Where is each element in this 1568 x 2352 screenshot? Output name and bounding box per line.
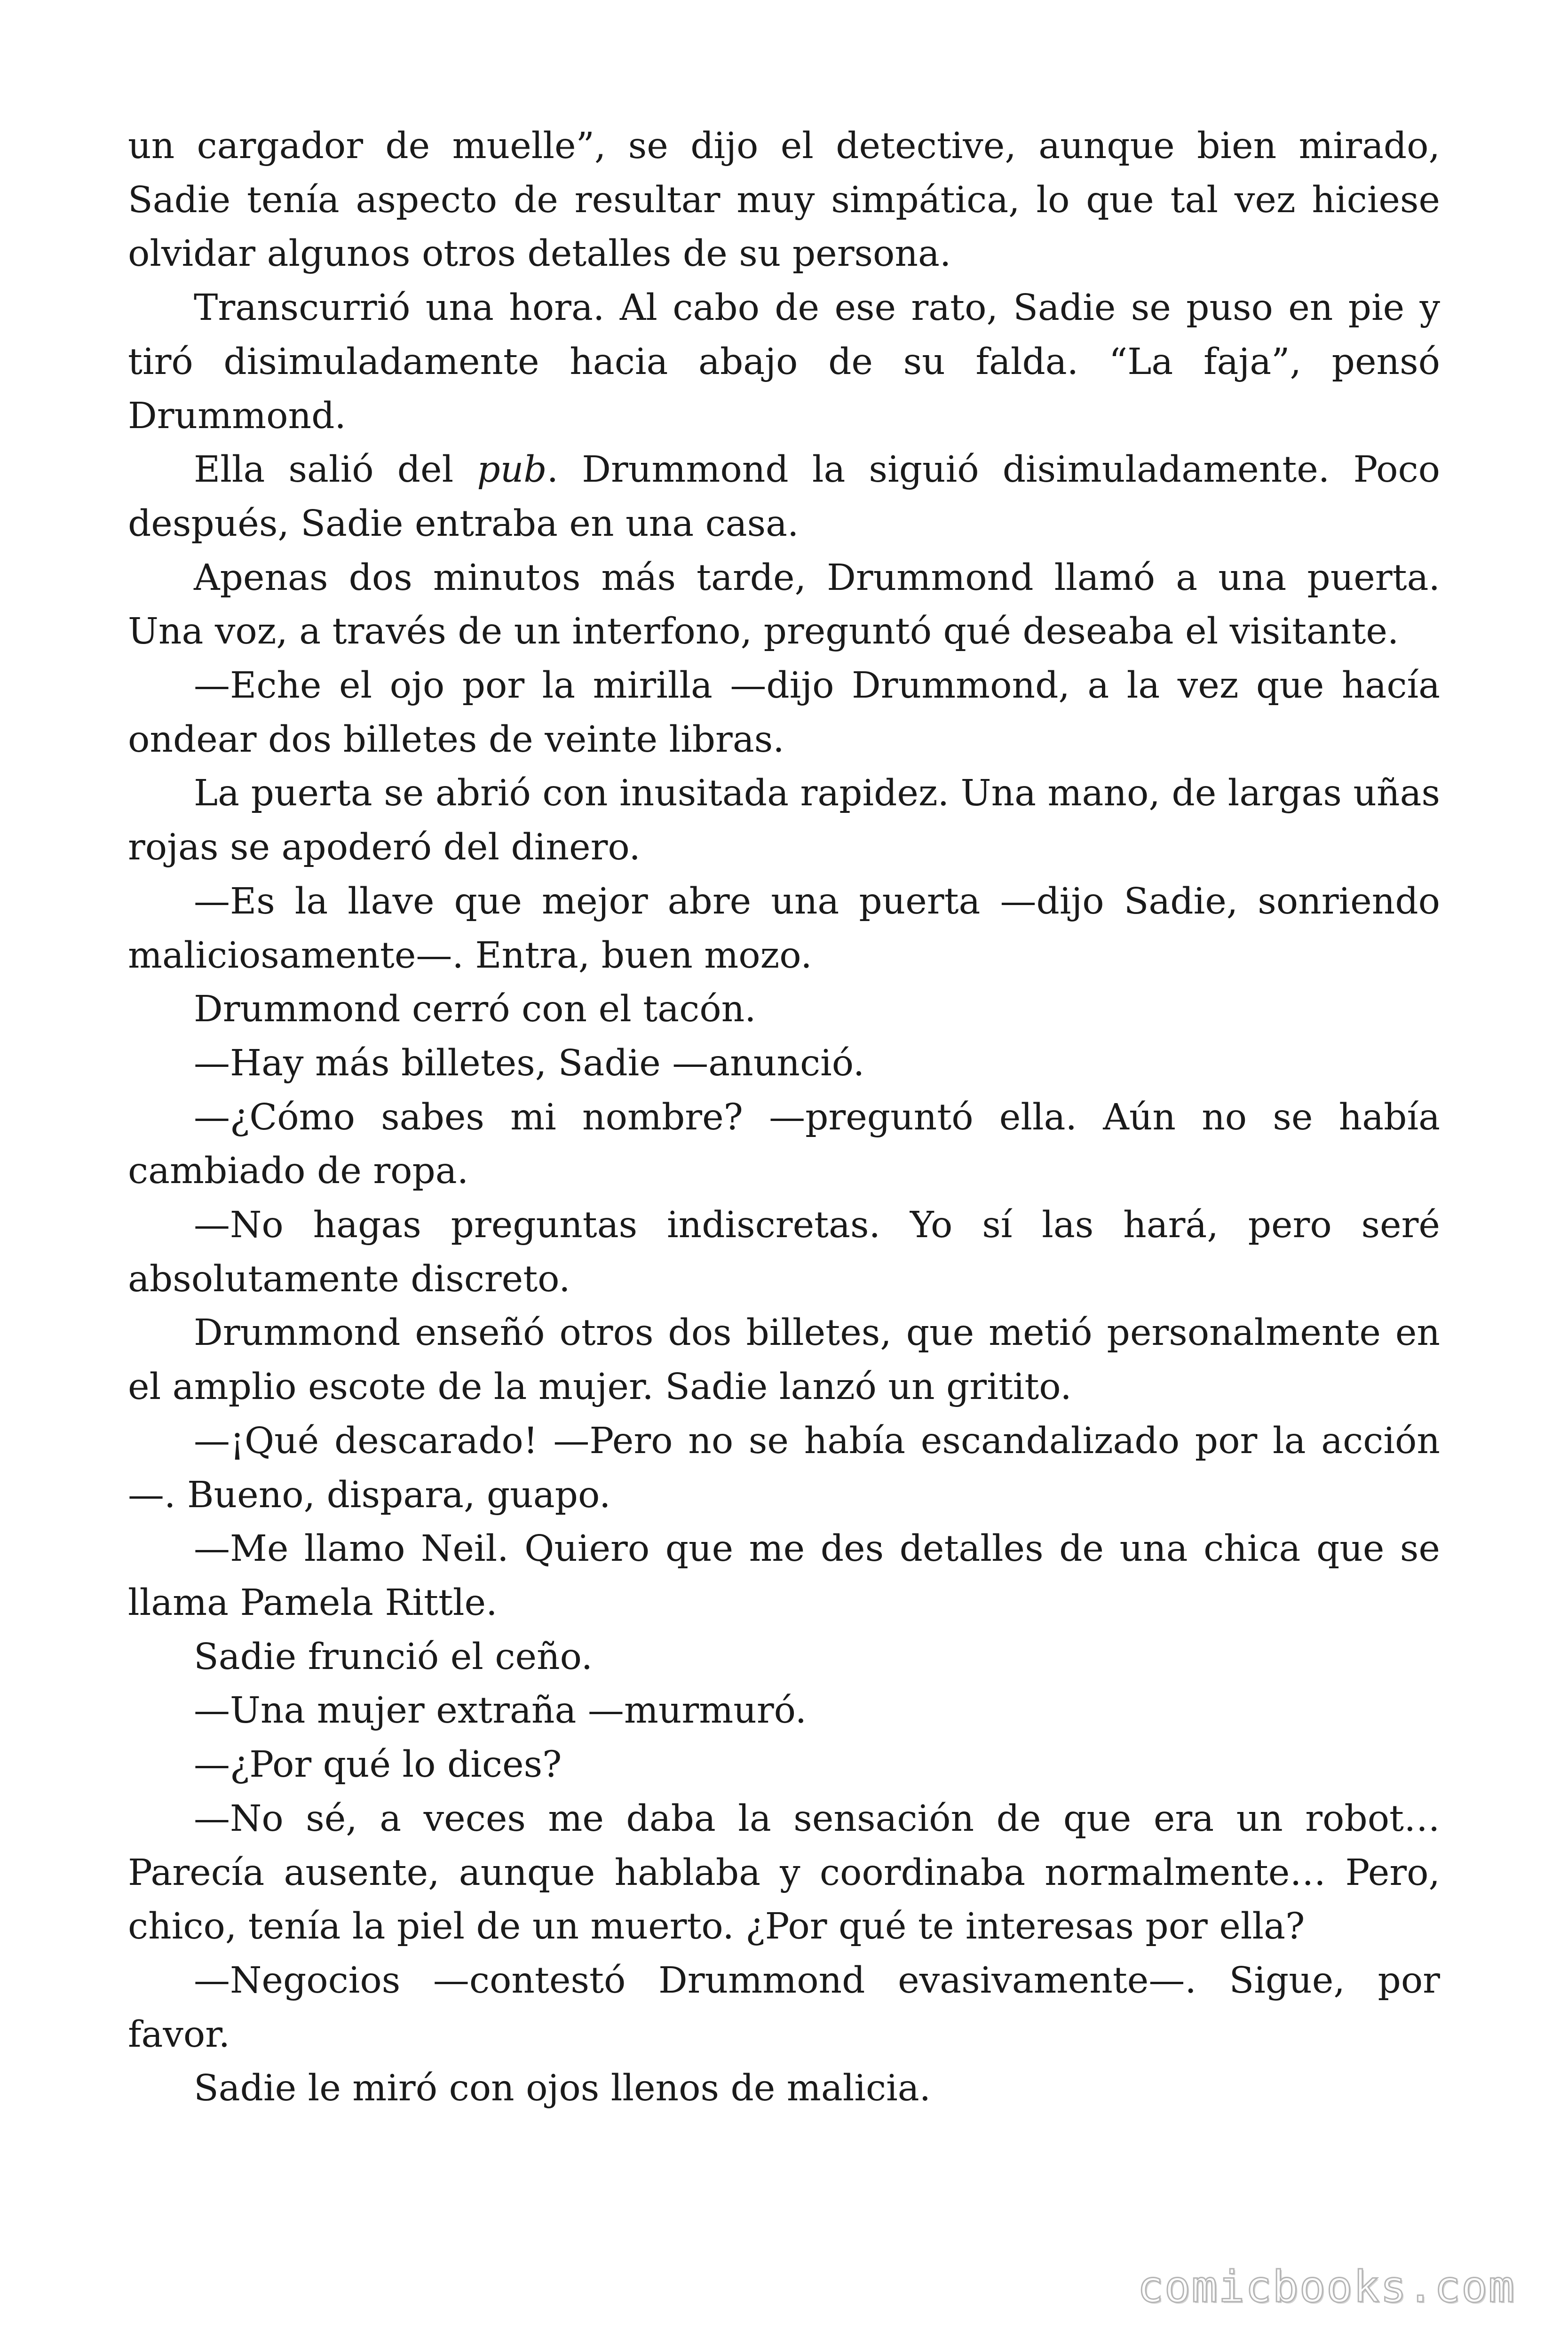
- paragraph-5: —Eche el ojo por la mirilla —dijo Drummond, a la vez que hacía ondear dos billetes de veinte libras.: [128, 665, 1440, 761]
- paragraph-10: —¿Cómo sabes mi nombre? —preguntó ella. Aún no se había cambiado de ropa.: [128, 1096, 1440, 1192]
- paragraph-17: —¿Por qué lo dices?: [194, 1744, 562, 1786]
- paragraph-16: —Una mujer extraña —murmuró.: [194, 1690, 807, 1732]
- paragraph-1: un cargador de muelle”, se dijo el detective, aunque bien mirado, Sadie tenía aspecto de resultar muy simpática, lo que tal vez hiciese olvidar algunos otros detalles de su persona.: [128, 125, 1440, 275]
- paragraph-2: Transcurrió una hora. Al cabo de ese rato, Sadie se puso en pie y tiró disimuladamente hacia abajo de su falda. “La faja”, pensó Drummond.: [128, 287, 1440, 437]
- watermark-logo: comicbooks.com: [1137, 2262, 1515, 2312]
- paragraph-8: Drummond cerró con el tacón.: [194, 988, 756, 1031]
- paragraph-6: La puerta se abrió con inusitada rapidez. Una mano, de largas uñas rojas se apoderó del dinero.: [128, 772, 1440, 869]
- paragraph-4: Apenas dos minutos más tarde, Drummond llamó a una puerta. Una voz, a través de un interfono, preguntó qué deseaba el visitante.: [128, 556, 1440, 653]
- paragraph-3-end: . Drummond la siguió disimuladamente. Poco después, Sadie entraba en una casa.: [128, 449, 1440, 545]
- paragraph-18: —No sé, a veces me daba la sensación de que era un robot… Parecía ausente, aunque hablaba y coordinaba normalmente… Pero, chico, tenía la piel de un muerto. ¿Por qué te interesas por ella?: [128, 1797, 1440, 1948]
- paragraph-19: —Negocios —contestó Drummond evasivamente—. Sigue, por favor.: [128, 1959, 1440, 2056]
- paragraph-13: —¡Qué descarado! —Pero no se había escandalizado por la acción—. Bueno, dispara, guapo.: [128, 1420, 1440, 1516]
- paragraph-20: Sadie le miró con ojos llenos de malicia.: [194, 2067, 931, 2110]
- paragraph-7: —Es la llave que mejor abre una puerta —dijo Sadie, sonriendo maliciosamente—. Entra, buen mozo.: [128, 880, 1440, 977]
- paragraph-3-start: Ella salió del: [194, 449, 477, 491]
- paragraph-15: Sadie frunció el ceño.: [194, 1636, 593, 1678]
- paragraph-12: Drummond enseñó otros dos billetes, que metió personalmente en el amplio escote de la mujer. Sadie lanzó un gritito.: [128, 1312, 1440, 1408]
- paragraph-3: [128, 443, 1440, 551]
- paragraph-11: —No hagas preguntas indiscretas. Yo sí las hará, pero seré absolutamente discreto.: [128, 1204, 1440, 1300]
- italic-word-pub: pub: [477, 449, 547, 491]
- body-text: [128, 119, 1440, 2116]
- paragraph-9: —Hay más billetes, Sadie —anunció.: [194, 1042, 865, 1084]
- paragraph-14: —Me llamo Neil. Quiero que me des detalles de una chica que se llama Pamela Rittle.: [128, 1528, 1440, 1624]
